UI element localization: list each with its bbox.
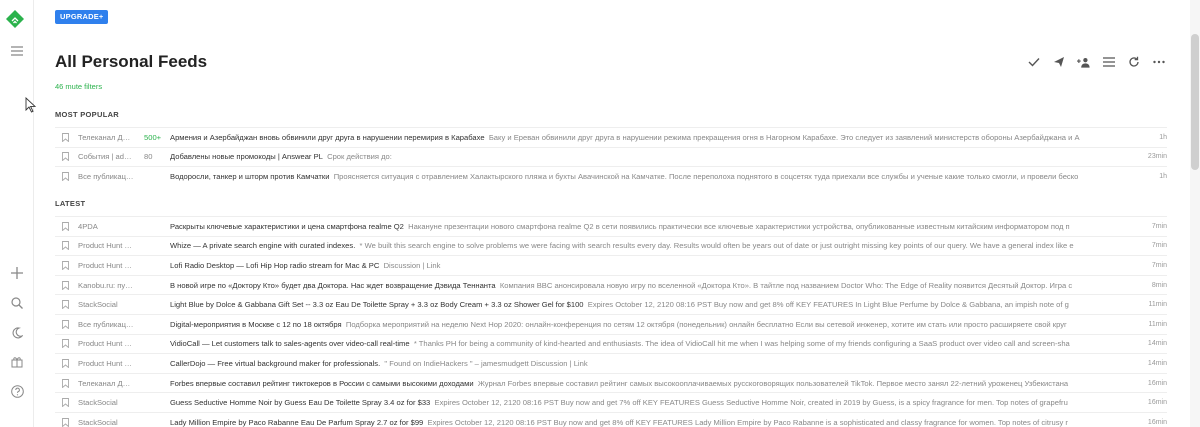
article-text[interactable] [170,261,1135,270]
article-text[interactable] [170,339,1135,348]
article-source: StackSocial [78,300,118,310]
article-age: 16min [1147,418,1167,426]
add-icon[interactable] [6,262,28,284]
article-title[interactable]: Whize — A private search engine with curated indexes. [170,241,356,251]
toolbar [1027,55,1166,69]
bookmark-icon[interactable] [62,319,72,329]
bookmark-icon[interactable] [62,417,72,427]
article-age: 1h [1159,133,1167,141]
article-row[interactable] [55,216,1167,236]
article-text[interactable] [170,222,1135,231]
article-source: Все публикац… [78,171,134,181]
article-row[interactable] [55,314,1167,334]
article-row[interactable] [55,166,1167,186]
popularity-count: 80 [144,152,153,162]
article-text[interactable] [170,359,1135,368]
article-title[interactable]: Раскрыты ключевые характеристики и цена смартфона realme Q2 [170,221,404,231]
article-age: 7min [1151,242,1167,250]
article-text[interactable] [170,241,1135,250]
article-summary: " Found on IndieHackers " – jamesmudgett Discussion | Link [384,358,588,368]
bookmark-icon[interactable] [62,260,72,270]
article-text[interactable] [170,152,1135,161]
article-age: 16min [1147,399,1167,407]
bookmark-icon[interactable] [62,280,72,290]
article-age: 14min [1147,359,1167,367]
bookmark-icon[interactable] [62,221,72,231]
bookmark-icon[interactable] [62,241,72,251]
article-row[interactable] [55,275,1167,295]
mouse-cursor-icon [25,97,37,113]
article-summary: Баку и Ереван обвинили друг друга в нарушении режима прекращения огня в Нагорном Карабахе. Это следует из заявлений министерств обороны Азербайджана и А [488,132,1080,142]
bookmark-icon[interactable] [62,398,72,408]
bookmark-icon[interactable] [62,378,72,388]
article-text[interactable] [170,418,1135,427]
article-row[interactable] [55,373,1167,393]
share-icon[interactable] [1052,55,1066,69]
article-row[interactable] [55,294,1167,314]
article-age: 14min [1147,340,1167,348]
article-summary: Накануне презентации нового смартфона realme Q2 в сети появились практически все ключевые характеристики устройства, опубликованные известным китайским информатором под п [408,221,1070,231]
help-icon[interactable] [6,380,28,402]
article-row[interactable] [55,412,1167,427]
article-title[interactable]: Guess Seductive Homme Noir by Guess Eau De Toilette Spray 3.4 oz for $33 [170,398,431,408]
article-summary: Expires October 12, 2120 08:16 PST Buy now and get 7% off KEY FEATURES Guess Seductive Homme Noir, created in 2019 by Guess, is a spicy fragrance for men. Top notes of grapefru [434,398,1068,408]
article-row[interactable] [55,392,1167,412]
article-title[interactable]: Light Blue by Dolce & Gabbana Gift Set -- 3.3 oz Eau De Toilette Spray + 3.3 oz Body Cream + 3.3 oz Shower Gel for $100 [170,300,584,310]
article-source: Product Hunt … [78,241,133,251]
article-title[interactable]: Армения и Азербайджан вновь обвинили друг друга в нарушении перемирия в Карабахе [170,132,485,142]
article-summary: Журнал Forbes впервые составил рейтинг самых высокооплачиваемых русскоговорящих пользователей TikTok. Первое место занял 22-летний уроженец Узбекистана [477,378,1069,388]
popularity-count: 500+ [144,132,162,142]
more-options-icon[interactable] [1152,55,1166,69]
article-title[interactable]: CallerDojo — Free virtual background maker for professionals. [170,358,381,368]
article-summary: * We built this search engine to solve problems we were facing with search results every day. Results would often be years out of date or just outright missing key points of our query. We have a general index like e [359,241,1074,251]
bookmark-icon[interactable] [62,132,72,142]
article-summary: Компания BBC анонсировала новую игру по вселенной «Доктора Кто». В тайтле под названием Doctor Who: The Edge of Reality появится Десятый Доктор. Игра с [499,280,1073,290]
article-source: Product Hunt … [78,358,133,368]
scrollbar-thumb[interactable] [1191,34,1199,170]
article-title[interactable]: Добавлены новые промокоды | Answear PL [170,152,323,162]
article-summary: Срок действия до: [327,152,392,162]
article-source: Телеканал Д… [78,132,131,142]
left-rail [0,0,34,427]
article-row[interactable] [55,353,1167,373]
article-text[interactable] [170,172,1135,181]
article-title[interactable]: В новой игре по «Доктору Кто» будет два Доктора. Нас ждет возвращение Дэвида Теннанта [170,280,496,290]
section-latest: LATEST [55,199,86,208]
article-summary: Discussion | Link [383,260,441,270]
article-summary: * Thanks PH for being a community of kind-hearted and enthusiasts. The idea of VidioCall hit me when I was helping some of my friends configuring a SaaS product over video call and screen-sha [413,339,1070,349]
scrollbar[interactable] [1190,0,1200,427]
article-row[interactable] [55,255,1167,275]
article-text[interactable] [170,398,1135,407]
article-row[interactable] [55,147,1167,167]
article-summary: Expires October 12, 2120 08:16 PST Buy now and get 8% off KEY FEATURES Lady Million Empire by Paco Rabanne is a sophisticated and classy fragrance for women. Top notes of citrusy r [427,417,1068,427]
bookmark-icon[interactable] [62,339,72,349]
article-age: 8min [1151,281,1167,289]
refresh-icon[interactable] [1127,55,1141,69]
article-age: 7min [1151,222,1167,230]
layout-list-icon[interactable] [1102,55,1116,69]
article-summary: Проясняется ситуация с отравлением Халактырского пляжа и бухты Авачинской на Камчатке. После переполоха поднятого в соцсетях туда приехали все службы и ученые какие только смогли, и провели беско [333,171,1079,181]
night-mode-icon[interactable] [6,322,28,344]
article-source: StackSocial [78,398,118,408]
article-source: Kanobu.ru: пу… [78,280,133,290]
article-title[interactable]: Forbes впервые составил рейтинг тиктокеров в России с самыми высокими доходами [170,378,474,388]
article-title[interactable]: Lofi Radio Desktop — Lofi Hip Hop radio stream for Mac & PC [170,260,380,270]
feedly-logo-icon[interactable] [5,9,25,29]
article-row[interactable] [55,334,1167,354]
article-text[interactable] [170,133,1135,142]
section-most-popular: MOST POPULAR [55,110,120,119]
popular-list [55,127,1167,186]
article-age: 11min [1148,301,1167,309]
article-source: Product Hunt … [78,260,133,270]
menu-icon[interactable] [6,40,28,62]
mute-filters-link[interactable]: 46 mute filters [55,82,103,91]
article-text[interactable] [170,281,1135,290]
article-source: 4PDA [78,221,98,231]
article-age: 23min [1147,153,1167,161]
article-source: StackSocial [78,417,118,427]
bookmark-icon[interactable] [62,300,72,310]
article-text[interactable] [170,300,1135,309]
page-title: All Personal Feeds [55,52,208,71]
mark-as-read-icon[interactable] [1027,55,1041,69]
latest-list [55,216,1167,427]
article-age: 11min [1148,320,1167,328]
bookmark-icon[interactable] [62,358,72,368]
team-icon[interactable] [1077,55,1091,69]
article-summary: Expires October 12, 2120 08:16 PST Buy now and get 8% off KEY FEATURES In Light Blue Perfume by Dolce & Gabbana, an impish note of g [587,300,1069,310]
article-source: Все публикац… [78,319,134,329]
article-age: 1h [1159,172,1167,180]
search-icon[interactable] [6,292,28,314]
article-source: Телеканал Д… [78,378,131,388]
article-summary: Подборка мероприятий на неделю Next Hop 2020: онлайн-конференция по сетям 12 октября (понедельник) онлайн бесплатно Если вы сетевой инженер, хотите им стать или просто расширяете свой круг [345,319,1067,329]
bookmark-icon[interactable] [62,171,72,181]
gift-icon[interactable] [6,351,28,373]
article-title[interactable]: VidioCall — Let customers talk to sales-agents over video-call real-time [170,339,410,349]
article-row[interactable] [55,127,1167,147]
article-source: Product Hunt … [78,339,133,349]
article-title[interactable]: Водоросли, танкер и шторм против Камчатки [170,171,330,181]
article-age: 7min [1151,261,1167,269]
article-age: 16min [1147,379,1167,387]
article-text[interactable] [170,320,1135,329]
bookmark-icon[interactable] [62,152,72,162]
article-row[interactable] [55,236,1167,256]
article-title[interactable]: Digital-мероприятия в Москве с 12 по 18 октября [170,319,342,329]
article-source: События | ad… [78,152,132,162]
upgrade-button[interactable]: UPGRADE+ [55,10,108,24]
article-text[interactable] [170,379,1135,388]
article-title[interactable]: Lady Million Empire by Paco Rabanne Eau De Parfum Spray 2.7 oz for $99 [170,417,424,427]
